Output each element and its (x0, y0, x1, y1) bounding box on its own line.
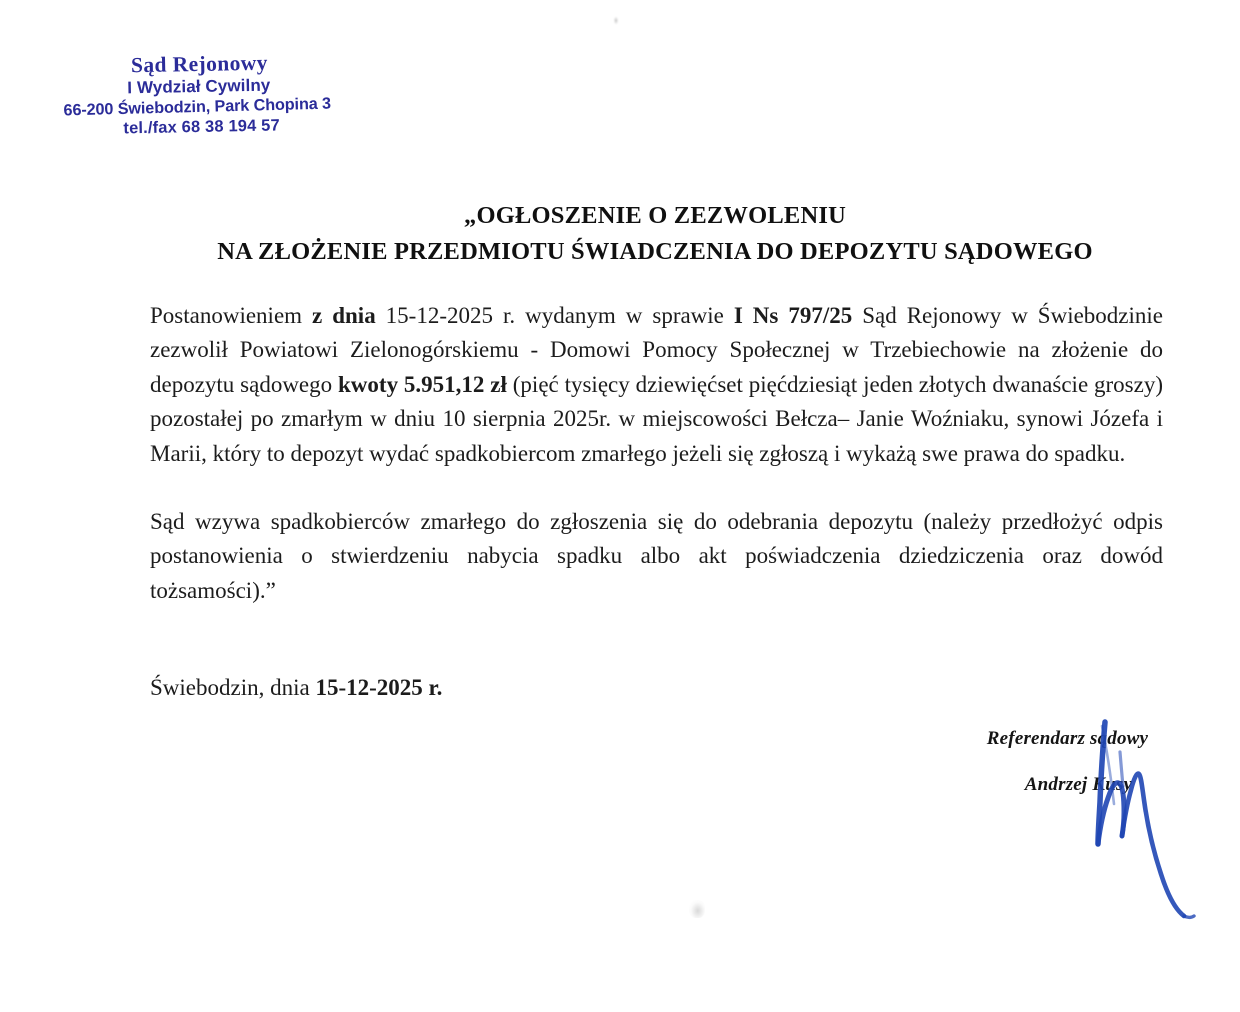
paragraph-summons: Sąd wzywa spadkobierców zmarłego do zgłoszenia się do odebrania depozytu (należy przedłożyć odpis postanowienia o stwierdzeniu nabycia spadku albo akt poświadczenia dziedziczenia oraz dowód tożsamości).” (150, 509, 1163, 603)
document-title (150, 200, 1160, 268)
stamp-address: 66-200 Świebodzin, Park Chopina 3 (63, 94, 332, 120)
title-line-2: NA ZŁOŻENIE PRZEDMIOTU ŚWIADCZENIA DO DEPOZYTU SĄDOWEGO (217, 237, 1093, 265)
signatory-role: Referendarz sądowy (986, 728, 1149, 749)
para1-segment-4: (pięć tysięcy dziewięćset pięćdziesiąt jeden złotych dwanaście groszy) pozostałej po zmarłym w dniu 10 sierpnia 2025r. w miejscowości Bełcza– Janie Woźniaku, synowi Józefa i Marii, który to depozyt wydać spadkobiercom zmarłego jeżeli się zgłoszą i wykażą swe prawa do spadku. (150, 371, 1163, 466)
scan-artifact-top (613, 16, 619, 25)
para1-bold-amount: kwoty 5.951,12 zł (338, 371, 507, 397)
stamp-phone: tel./fax 68 38 194 57 (123, 116, 280, 138)
para1-bold-case-number: I Ns 797/25 (733, 303, 853, 328)
para1-bold-z-dnia: z dnia (312, 303, 376, 328)
signature-block (960, 728, 1175, 796)
scan-artifact-bottom (689, 900, 705, 918)
place-date-prefix: Świebodzin, dnia (150, 675, 316, 700)
signatory-name: Andrzej Kusy (1024, 774, 1133, 795)
title-line-1: „OGŁOSZENIE O ZEZWOLENIU (464, 202, 846, 229)
court-stamp (51, 49, 343, 139)
para1-segment-2: 15-12-2025 r. wydanym w sprawie (375, 303, 734, 328)
stamp-division: I Wydział Cywilny (127, 75, 271, 98)
document-body (150, 299, 1163, 608)
place-date-line (150, 672, 442, 704)
place-date-value: 15-12-2025 r. (315, 675, 443, 700)
para1-segment-1: Postanowieniem (150, 303, 313, 328)
stamp-court-name: Sąd Rejonowy (130, 50, 269, 78)
para1-segment-3: Sąd Rejonowy w Świebodzinie zezwolił Powiatowi Zielonogórskiemu - Domowi Pomocy Społecznej w Trzebiechowie na złożenie do depozytu sądowego (150, 303, 1164, 397)
paragraph-ruling (150, 299, 1163, 471)
